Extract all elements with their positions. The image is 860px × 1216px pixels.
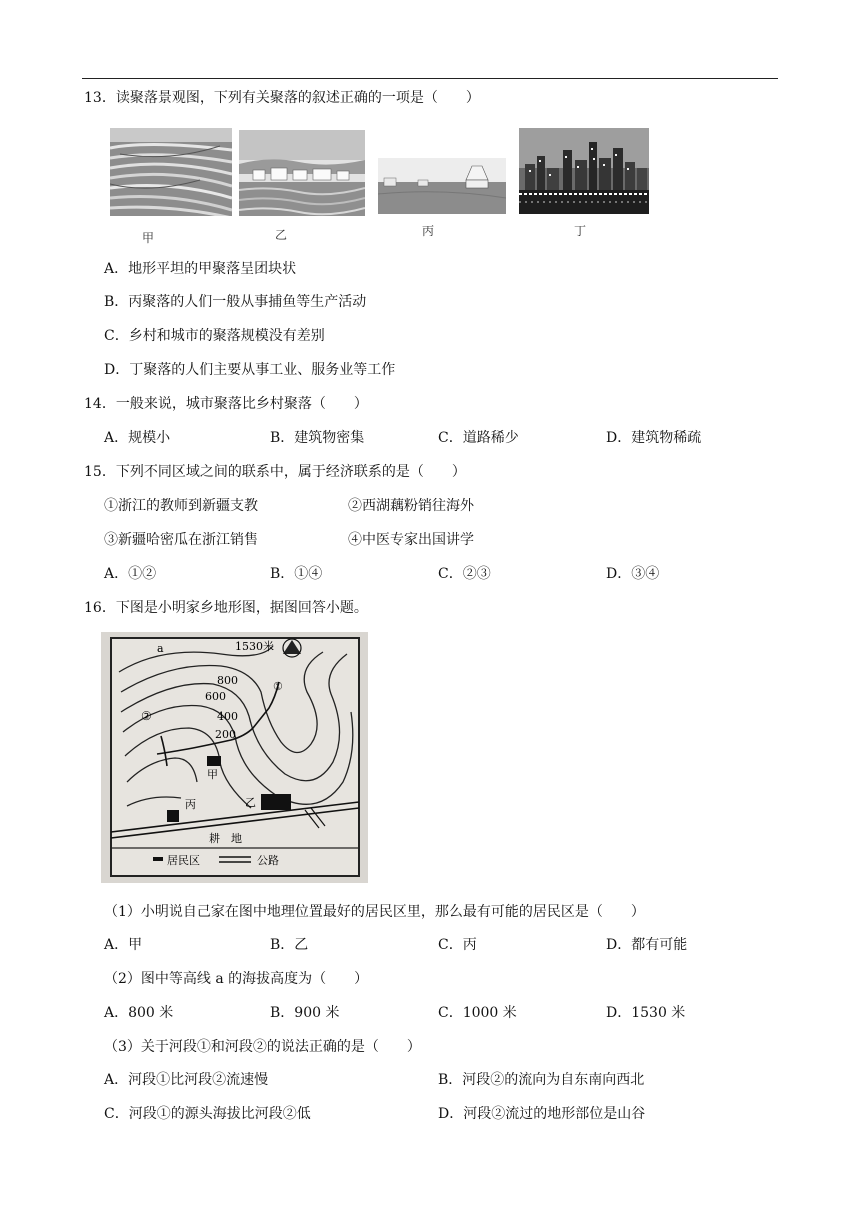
q15-option-c[interactable]: C．②③: [438, 566, 491, 582]
q15-option-a[interactable]: A．①②: [104, 566, 157, 582]
contour-400-label: 400: [217, 710, 238, 723]
q14-option-b[interactable]: B．建筑物密集: [270, 430, 365, 446]
q15-item-1: ①浙江的教师到新疆支教: [104, 498, 258, 514]
q16-sub2-option-b[interactable]: B．900 米: [270, 1005, 340, 1021]
q16-sub1-option-d[interactable]: D．都有可能: [606, 937, 688, 953]
q15-item-4: ④中医专家出国讲学: [348, 532, 474, 548]
q16-sub1-option-b[interactable]: B．乙: [270, 937, 309, 953]
q15-option-d[interactable]: D．③④: [606, 566, 660, 582]
q15-item-2: ②西湖藕粉销往海外: [348, 498, 474, 514]
photo-fishing-village: [239, 130, 365, 216]
contour-200-label: 200: [215, 728, 236, 741]
settlement-bing-label: 丙: [185, 798, 196, 811]
q16-sub1-option-a[interactable]: A．甲: [104, 937, 143, 953]
q16-sub3-stem: （3）关于河段①和河段②的说法正确的是（ ）: [104, 1039, 421, 1055]
q13-stem: 13．读聚落景观图，下列有关聚落的叙述正确的一项是（ ）: [84, 90, 480, 106]
contour-600-label: 600: [205, 690, 226, 703]
q16-sub3-option-d[interactable]: D．河段②流过的地形部位是山谷: [438, 1106, 646, 1122]
topographic-map: [101, 632, 368, 883]
contour-800-label: 800: [217, 674, 238, 687]
q16-sub2-option-c[interactable]: C．1000 米: [438, 1005, 517, 1021]
q16-sub2-option-a[interactable]: A．800 米: [104, 1005, 174, 1021]
header-rule: [82, 78, 778, 79]
q16-sub3-option-a[interactable]: A．河段①比河段②流速慢: [104, 1072, 269, 1088]
farmland-label: 耕 地: [209, 832, 242, 845]
q15-stem: 15．下列不同区域之间的联系中，属于经济联系的是（ ）: [84, 464, 466, 480]
contour-a-label: a: [157, 642, 164, 655]
legend-road-label: 公路: [257, 854, 279, 867]
q14-option-d[interactable]: D．建筑物稀疏: [606, 430, 702, 446]
peak-elevation-label: 1530米: [235, 640, 274, 653]
legend-settlement-label: 居民区: [167, 854, 200, 867]
caption-jia: 甲: [142, 231, 155, 245]
q16-sub1-stem: （1）小明说自己家在图中地理位置最好的居民区里，那么最有可能的居民区是（ ）: [104, 904, 645, 920]
q14-stem: 14．一般来说，城市聚落比乡村聚落（ ）: [84, 396, 368, 412]
caption-bing: 丙: [422, 224, 435, 238]
settlement-yi-label: 乙: [245, 796, 256, 809]
q16-sub3-option-b[interactable]: B．河段②的流向为自东南向西北: [438, 1072, 645, 1088]
q13-option-b[interactable]: B．丙聚落的人们一般从事捕鱼等生产活动: [104, 294, 367, 310]
river-1-label: ①: [273, 680, 283, 693]
caption-yi: 乙: [275, 228, 288, 242]
river-2-label: ②: [141, 709, 152, 723]
q13-option-d[interactable]: D．丁聚落的人们主要从事工业、服务业等工作: [104, 362, 396, 378]
q15-item-3: ③新疆哈密瓜在浙江销售: [104, 532, 258, 548]
q14-option-a[interactable]: A．规模小: [104, 430, 171, 446]
photo-terraces: [110, 128, 232, 216]
q16-stem: 16．下图是小明家乡地形图，据图回答小题。: [84, 600, 368, 616]
settlement-jia-label: 甲: [207, 768, 218, 781]
q16-sub3-option-c[interactable]: C．河段①的源头海拔比河段②低: [104, 1106, 311, 1122]
photo-grassland-yurts: [378, 158, 506, 214]
q13-option-a[interactable]: A．地形平坦的甲聚落呈团块状: [104, 261, 297, 277]
q16-sub2-stem: （2）图中等高线 a 的海拔高度为（ ）: [104, 971, 369, 987]
caption-ding: 丁: [574, 224, 587, 238]
q16-sub1-option-c[interactable]: C．丙: [438, 937, 477, 953]
q16-sub2-option-d[interactable]: D．1530 米: [606, 1005, 686, 1021]
q13-option-c[interactable]: C．乡村和城市的聚落规模没有差别: [104, 328, 325, 344]
photo-city-skyline: [519, 128, 649, 214]
q14-option-c[interactable]: C．道路稀少: [438, 430, 519, 446]
q15-option-b[interactable]: B．①④: [270, 566, 323, 582]
